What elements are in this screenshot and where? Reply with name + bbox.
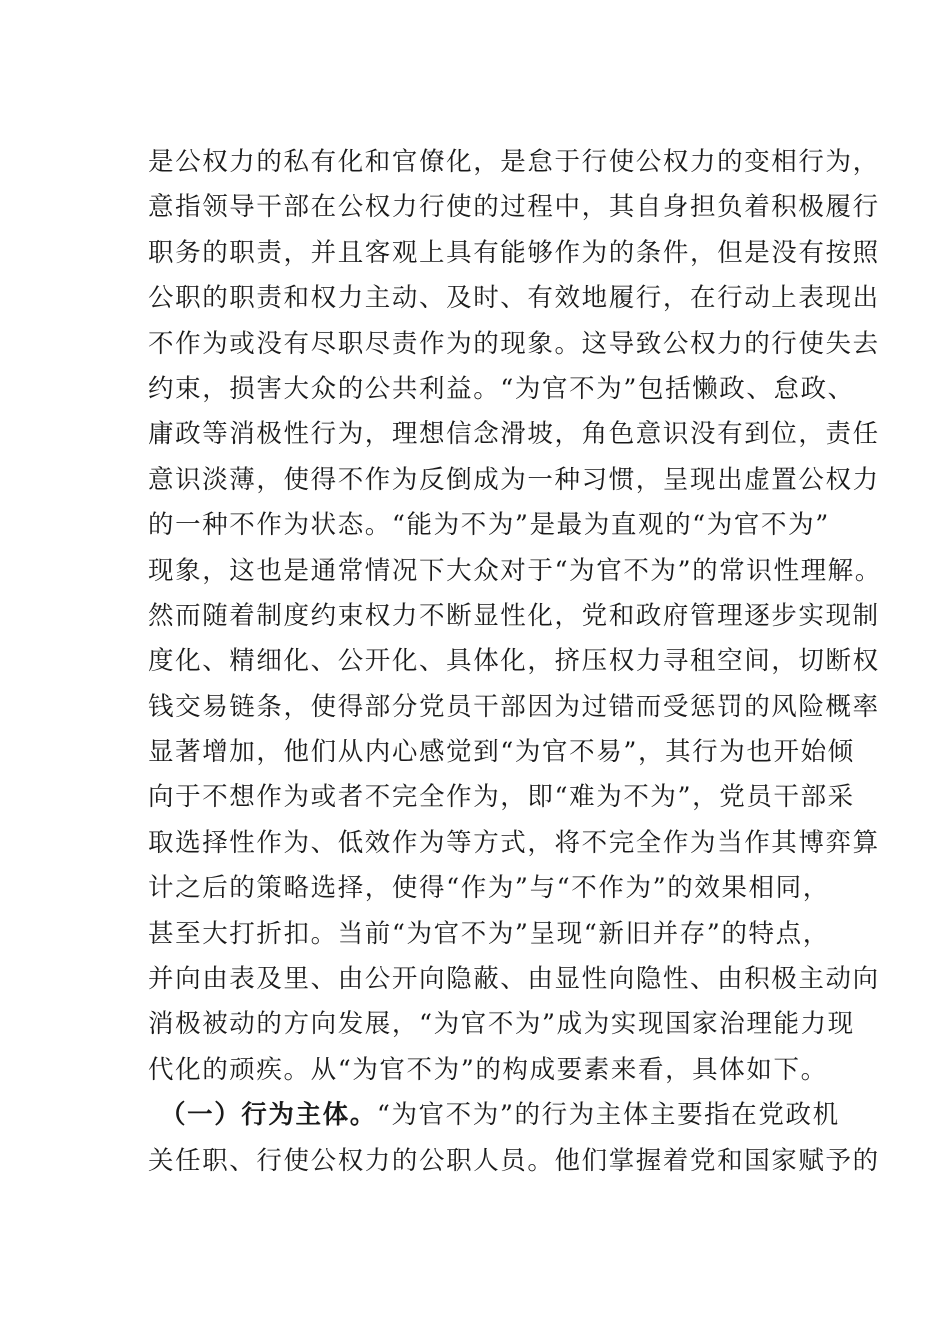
- text-line: 消极被动的方向发展，“为官不为”成为实现国家治理能力现: [148, 1009, 855, 1040]
- text-line: 取选择性作为、低效作为等方式，将不完全作为当作其博弈算: [148, 827, 880, 858]
- text-line: 意识淡薄，使得不作为反倒成为一种习惯，呈现出虚置公权力: [148, 464, 880, 495]
- text-line: 显著增加，他们从内心感觉到“为官不易”，其行为也开始倾: [148, 737, 855, 768]
- text-line: 职务的职责，并且客观上具有能够作为的条件，但是没有按照: [148, 237, 880, 268]
- text-line: 不作为或没有尽职尽责作为的现象。这导致公权力的行使失去: [148, 328, 880, 359]
- section-first-line-text: “为官不为”的行为主体主要指在党政机: [376, 1100, 840, 1131]
- text-line: 向于不想作为或者不完全作为，即“难为不为”，党员干部采: [148, 782, 855, 813]
- text-line: 关任职、行使公权力的公职人员。他们掌握着党和国家赋予的: [148, 1145, 880, 1176]
- text-line: 庸政等消极性行为，理想信念滑坡，角色意识没有到位，责任: [148, 419, 880, 450]
- text-line: 计之后的策略选择，使得“作为”与“不作为”的效果相同，: [148, 873, 830, 904]
- text-line: 度化、精细化、公开化、具体化，挤压权力寻租空间，切断权: [148, 646, 880, 677]
- body-text: [148, 140, 882, 1184]
- text-line: 意指领导干部在公权力行使的过程中，其自身担负着积极履行: [148, 192, 880, 223]
- text-line: 代化的顽疾。从“为官不为”的构成要素来看，具体如下。: [148, 1054, 828, 1085]
- text-line: 并向由表及里、由公开向隐蔽、由显性向隐性、由积极主动向: [148, 964, 880, 995]
- text-line: 的一种不作为状态。“能为不为”是最为直观的“为官不为”: [148, 510, 830, 541]
- text-line: 钱交易链条，使得部分党员干部因为过错而受惩罚的风险概率: [148, 691, 880, 722]
- text-line: 现象，这也是通常情况下大众对于“为官不为”的常识性理解。: [148, 555, 882, 586]
- text-line: 是公权力的私有化和官僚化，是怠于行使公权力的变相行为，: [148, 147, 880, 177]
- text-line: 约束，损害大众的公共利益。“为官不为”包括懒政、怠政、: [148, 373, 855, 404]
- section-first-line: [148, 1093, 848, 1138]
- section-heading: （一）行为主体。: [160, 1100, 377, 1131]
- text-line: 然而随着制度约束权力不断显性化，党和政府管理逐步实现制: [148, 600, 880, 631]
- text-line: 公职的职责和权力主动、及时、有效地履行，在行动上表现出: [148, 283, 880, 314]
- text-line: 甚至大打折扣。当前“为官不为”呈现“新旧并存”的特点，: [148, 918, 830, 949]
